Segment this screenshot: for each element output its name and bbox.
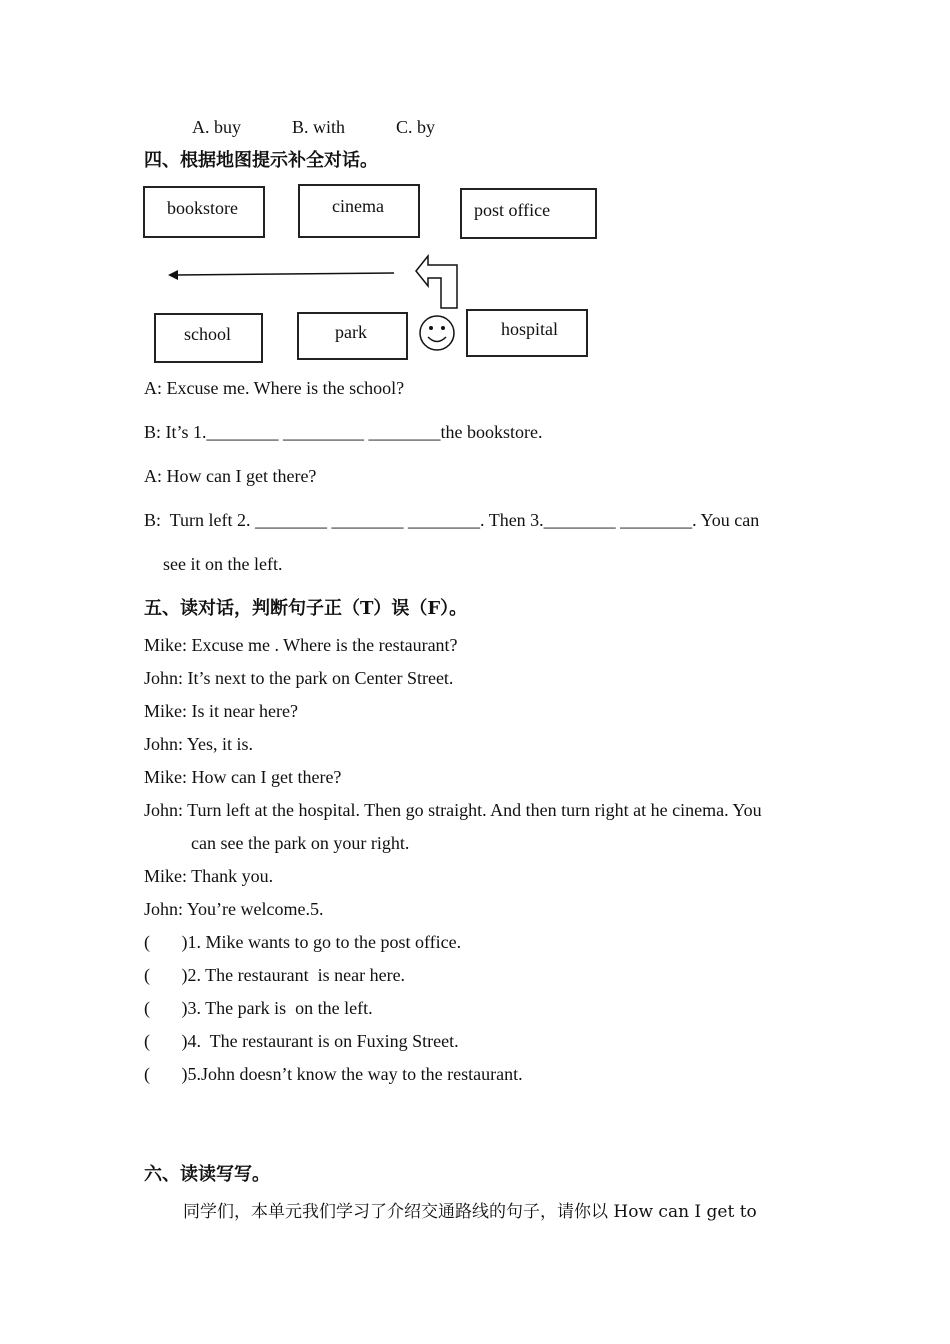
s5-dialogue-line-7: can see the park on your right. <box>191 833 410 853</box>
left-arrow-icon <box>168 270 394 280</box>
s5-question-1: ( )1. Mike wants to go to the post office. <box>144 932 462 952</box>
s5-question-4: ( )4. The restaurant is on Fuxing Street. <box>144 1031 459 1051</box>
section5-heading: 五、读对话，判断句子正（T）误（F）。 <box>144 598 468 619</box>
s5-dialogue-line-5: Mike: How can I get there? <box>144 767 342 787</box>
smiley-face-icon <box>420 316 454 350</box>
option-b: B. with <box>292 117 346 137</box>
map-hospital-label: hospital <box>501 319 558 339</box>
section6-heading: 六、读读写写。 <box>144 1164 270 1185</box>
s5-dialogue-line-3: Mike: Is it near here? <box>144 701 298 721</box>
s5-dialogue-line-2: John: It’s next to the park on Center Street. <box>144 668 454 688</box>
s5-dialogue-line-1: Mike: Excuse me . Where is the restaurant? <box>144 635 458 655</box>
s4-dialogue-line-1: A: Excuse me. Where is the school? <box>144 378 405 398</box>
map-cinema-label: cinema <box>332 196 384 216</box>
option-a: A. buy <box>192 117 241 137</box>
turn-left-arrow-icon <box>416 256 457 308</box>
s5-dialogue-line-4: John: Yes, it is. <box>144 734 254 754</box>
s5-question-2: ( )2. The restaurant is near here. <box>144 965 406 985</box>
map-post-office-label: post office <box>474 200 551 220</box>
option-c: C. by <box>396 117 436 137</box>
map-park-label: park <box>335 322 367 342</box>
map-bookstore-label: bookstore <box>167 198 238 218</box>
s5-dialogue-line-6: John: Turn left at the hospital. Then go straight. And then turn right at he cinema. You <box>144 800 762 820</box>
s4-dialogue-line-4: B: Turn left 2. ________ ________ ________. Then 3.________ ________. You can <box>144 510 760 530</box>
s4-dialogue-line-2: B: It’s 1.________ _________ ________the bookstore. <box>144 422 543 442</box>
s5-dialogue-line-8: Mike: Thank you. <box>144 866 274 886</box>
s5-dialogue-line-9: John: You’re welcome.5. <box>144 899 324 919</box>
section4-heading: 四、根据地图提示补全对话。 <box>144 150 378 171</box>
section6-text: 同学们，本单元我们学习了介绍交通路线的句子，请你以 How can I get to <box>183 1202 757 1222</box>
s4-dialogue-line-3: A: How can I get there? <box>144 466 317 486</box>
s4-dialogue-line-5: see it on the left. <box>163 554 283 574</box>
map-school-label: school <box>184 324 231 344</box>
s5-question-5: ( )5.John doesn’t know the way to the restaurant. <box>144 1064 523 1084</box>
s5-question-3: ( )3. The park is on the left. <box>144 998 373 1018</box>
